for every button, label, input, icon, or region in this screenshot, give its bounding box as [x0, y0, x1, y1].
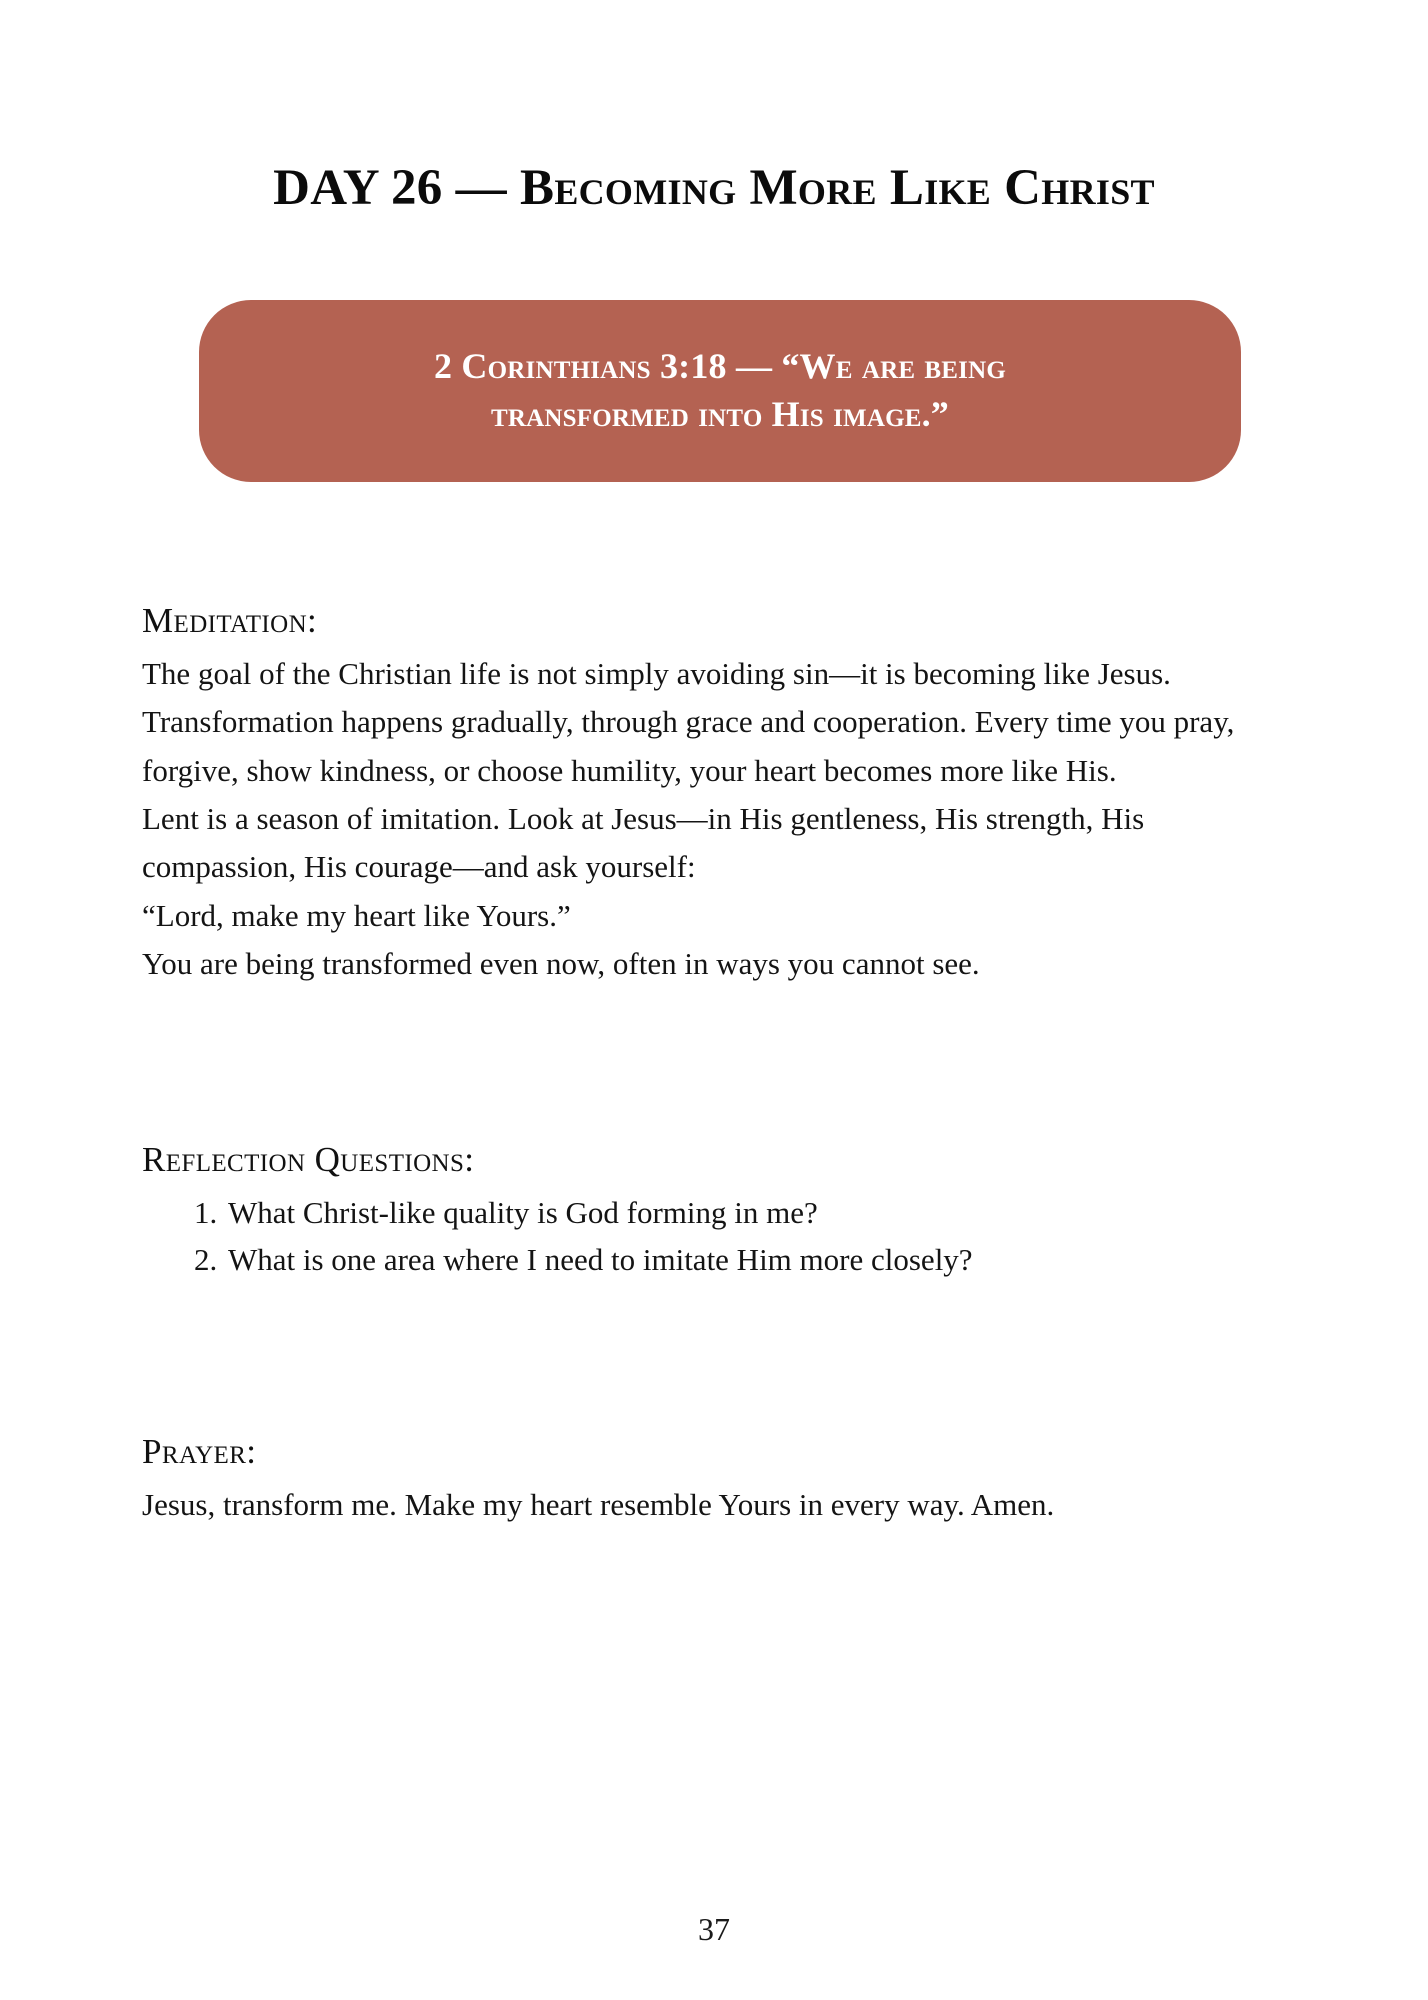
question-text: What is one area where I need to imitate Him more closely?: [228, 1241, 973, 1277]
verse-callout-box: [199, 300, 1241, 482]
meditation-paragraph-3: “Lord, make my heart like Yours.”: [142, 897, 571, 933]
list-item: [194, 1236, 1292, 1283]
verse-text: [434, 343, 1006, 439]
list-item: [194, 1189, 1292, 1236]
meditation-section: [142, 600, 1292, 989]
page-content: [142, 600, 1292, 1529]
reflection-section: [142, 1139, 1292, 1283]
page-number: 37: [698, 1911, 730, 1947]
meditation-paragraph-1: The goal of the Christian life is not simply avoiding sin—it is becoming like Jesus. Transformation happens gradually, through grace and cooperation. Every time you pray, forgive, show kindness, or choose humility, your heart becomes more like His.: [142, 656, 1235, 788]
question-text: What Christ-like quality is God forming in me?: [228, 1194, 818, 1230]
question-number: 1.: [194, 1194, 218, 1230]
section-spacer-2: [142, 1283, 1292, 1431]
meditation-heading: Meditation:: [142, 601, 318, 640]
meditation-paragraph-4: You are being transformed even now, often in ways you cannot see.: [142, 946, 980, 982]
verse-line-2: transformed into His image.”: [490, 394, 950, 434]
reflection-question-list: [142, 1189, 1292, 1283]
reflection-heading: Reflection Questions:: [142, 1139, 475, 1179]
prayer-heading: Prayer:: [142, 1431, 257, 1471]
question-number: 2.: [194, 1241, 218, 1277]
verse-line-1: 2 Corinthians 3:18 — “We are being: [434, 346, 1006, 387]
prayer-text: Jesus, transform me. Make my heart resemble Yours in every way. Amen.: [142, 1486, 1055, 1522]
page-title: DAY 26 — Becoming More Like Christ: [273, 160, 1155, 217]
section-spacer-1: [142, 989, 1292, 1139]
prayer-section: [142, 1431, 1292, 1529]
meditation-paragraph-2: Lent is a season of imitation. Look at Jesus—in His gentleness, His strength, His compassion, His courage—and ask yourself:: [142, 801, 1145, 885]
